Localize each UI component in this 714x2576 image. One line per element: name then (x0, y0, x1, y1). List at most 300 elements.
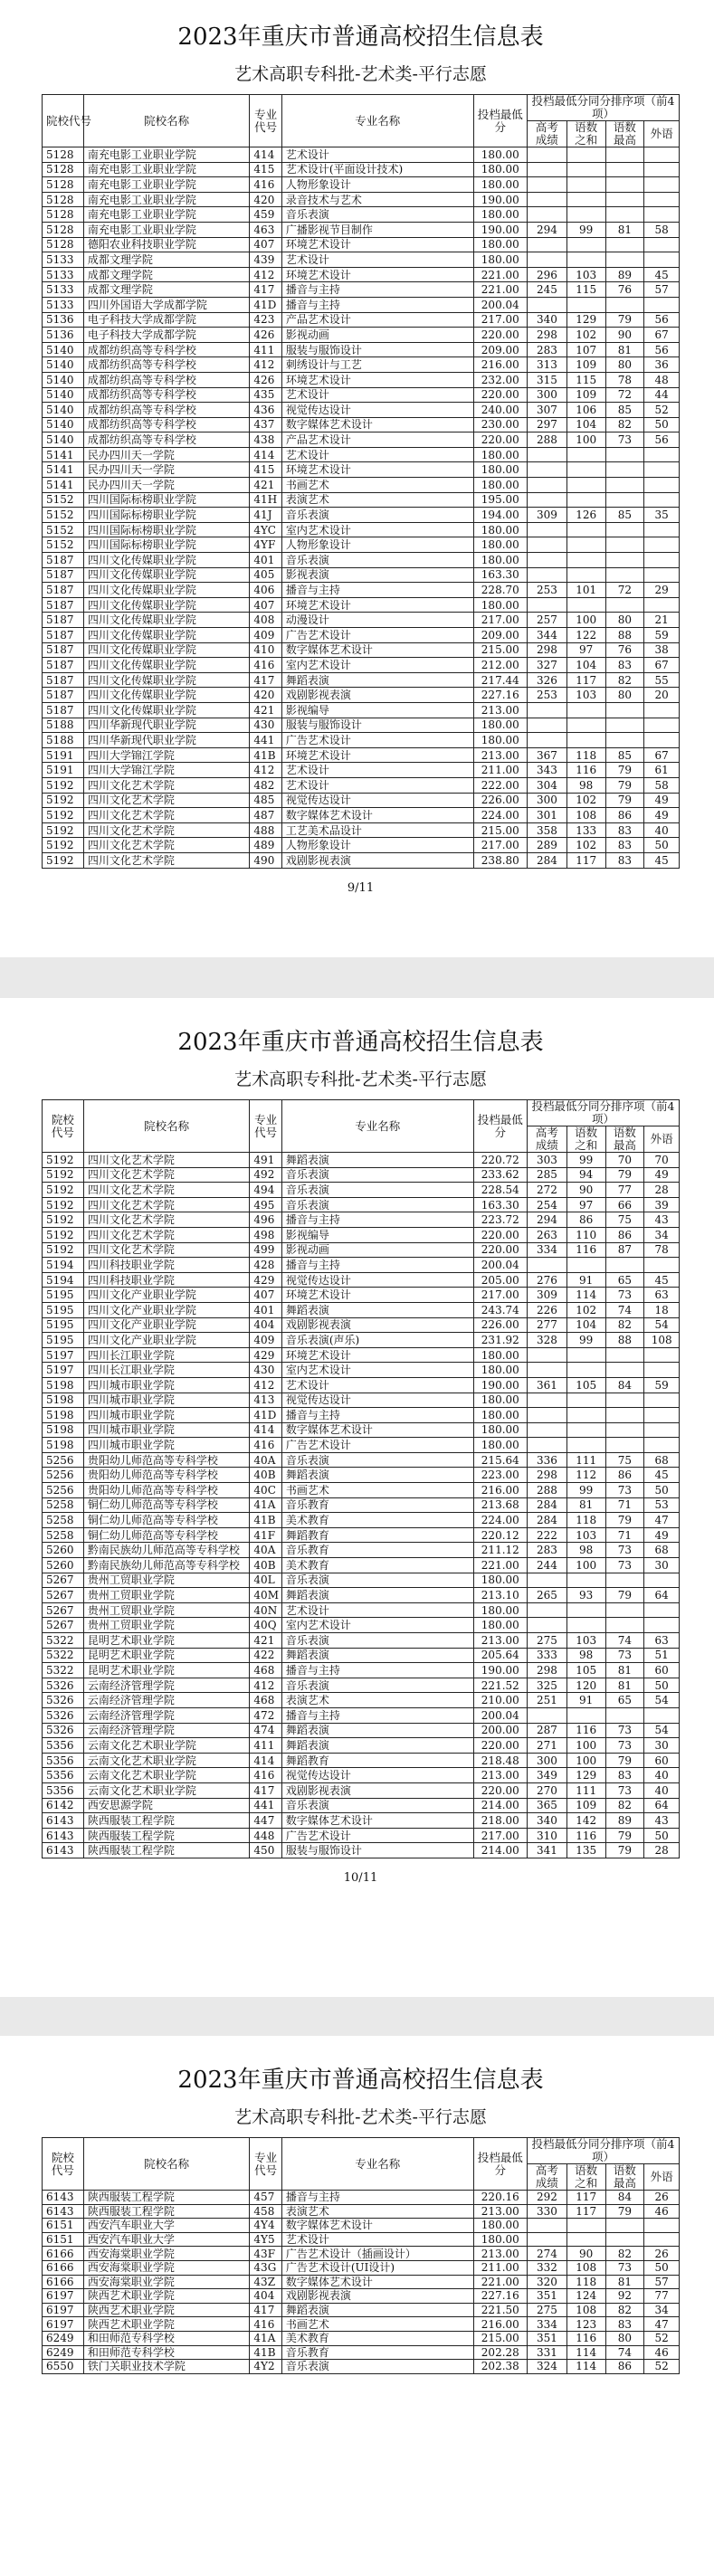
school-code: 5187 (43, 567, 84, 583)
school-name: 民办四川天一学院 (83, 478, 250, 493)
major-name: 音乐表演 (281, 1798, 473, 1813)
score-total (528, 478, 567, 493)
score-foreign: 38 (644, 642, 680, 658)
min-score: 213.00 (473, 2204, 527, 2219)
table-row (43, 2317, 680, 2332)
major-code: 416 (250, 2317, 281, 2332)
major-code: 4Y5 (250, 2232, 281, 2247)
score-chn-math-max: 72 (605, 583, 644, 598)
score-foreign: 77 (644, 2289, 680, 2304)
major-code: 429 (250, 1272, 281, 1288)
major-name: 环境艺术设计 (281, 747, 473, 763)
header-major-code: 专业代号 (250, 2138, 281, 2191)
header-r2: 语数之和 (566, 121, 605, 147)
score-chn-math (566, 1602, 605, 1618)
table-row (43, 522, 680, 537)
major-code: 482 (250, 777, 281, 793)
major-name: 音乐表演 (281, 1573, 473, 1588)
score-chn-math-max: 73 (605, 1483, 644, 1498)
score-chn-math-max: 82 (605, 2247, 644, 2261)
major-code: 41F (250, 1527, 281, 1543)
major-code: 436 (250, 403, 281, 418)
score-foreign: 56 (644, 342, 680, 357)
score-chn-math (566, 237, 605, 252)
major-code: 416 (250, 658, 281, 673)
score-chn-math-max (605, 522, 644, 537)
school-name: 贵州工贸职业学院 (83, 1573, 250, 1588)
school-name: 云南文化艺术职业学院 (83, 1753, 250, 1768)
score-chn-math-max: 89 (605, 267, 644, 282)
school-name: 四川文化传媒职业学院 (83, 688, 250, 703)
header-r4: 外语 (644, 121, 680, 147)
min-score: 205.00 (473, 1272, 527, 1288)
score-chn-math-max: 82 (605, 1317, 644, 1333)
major-name: 音乐表演(声乐) (281, 1333, 473, 1348)
school-name: 四川华新现代职业学院 (83, 718, 250, 733)
score-chn-math-max: 83 (605, 852, 644, 868)
score-total (528, 1393, 567, 1408)
min-score: 221.00 (473, 2275, 527, 2289)
major-code: 428 (250, 1258, 281, 1273)
min-score: 190.00 (473, 1377, 527, 1393)
score-total: 303 (528, 1153, 567, 1168)
school-name: 四川国际标榜职业学院 (83, 508, 250, 523)
score-chn-math: 104 (566, 658, 605, 673)
score-chn-math: 117 (566, 2204, 605, 2219)
score-chn-math: 122 (566, 628, 605, 643)
score-chn-math-max (605, 1258, 644, 1273)
score-chn-math-max (605, 2219, 644, 2233)
score-chn-math: 110 (566, 1227, 605, 1242)
major-code: 414 (250, 147, 281, 163)
major-name: 视觉传达设计 (281, 1393, 473, 1408)
major-name: 舞蹈表演 (281, 1588, 473, 1603)
school-code: 5322 (43, 1663, 84, 1678)
score-foreign: 58 (644, 777, 680, 793)
score-foreign: 64 (644, 1588, 680, 1603)
school-name: 陕西服装工程学院 (83, 2191, 250, 2205)
score-foreign: 50 (644, 417, 680, 433)
score-chn-math: 102 (566, 1302, 605, 1317)
min-score: 213.10 (473, 1588, 527, 1603)
header-r4: 外语 (644, 1126, 680, 1153)
major-code: 43F (250, 2247, 281, 2261)
header-r3: 语数最高 (605, 2164, 644, 2191)
score-chn-math: 103 (566, 688, 605, 703)
school-name: 南充电影工业职业学院 (83, 222, 250, 237)
min-score: 226.00 (473, 1317, 527, 1333)
score-chn-math: 116 (566, 2331, 605, 2345)
table-row (43, 1693, 680, 1708)
major-code: 421 (250, 1633, 281, 1649)
score-chn-math-max: 81 (605, 342, 644, 357)
school-code: 5152 (43, 537, 84, 553)
school-name: 和田师范专科学校 (83, 2331, 250, 2345)
score-total (528, 567, 567, 583)
score-total: 265 (528, 1588, 567, 1603)
school-name: 四川文化传媒职业学院 (83, 642, 250, 658)
table-row (43, 1782, 680, 1798)
major-name: 产品艺术设计 (281, 312, 473, 328)
score-chn-math-max: 80 (605, 688, 644, 703)
min-score: 213.00 (473, 1633, 527, 1649)
score-total: 263 (528, 1227, 567, 1242)
min-score: 202.38 (473, 2360, 527, 2374)
score-chn-math-max: 73 (605, 1782, 644, 1798)
score-foreign: 28 (644, 1843, 680, 1858)
score-foreign: 63 (644, 1288, 680, 1303)
table-row (43, 1738, 680, 1754)
table-row (43, 2331, 680, 2345)
score-total: 298 (528, 1663, 567, 1678)
school-code: 5128 (43, 237, 84, 252)
min-score: 180.00 (473, 718, 527, 733)
score-total (528, 553, 567, 568)
school-name: 四川国际标榜职业学院 (83, 537, 250, 553)
school-name: 四川文化艺术学院 (83, 1167, 250, 1183)
min-score: 216.00 (473, 2317, 527, 2332)
score-foreign: 78 (644, 1242, 680, 1258)
score-chn-math: 109 (566, 357, 605, 373)
school-code: 5197 (43, 1363, 84, 1378)
score-chn-math-max: 79 (605, 1828, 644, 1843)
score-chn-math: 98 (566, 777, 605, 793)
min-score: 211.00 (473, 2260, 527, 2275)
school-code: 5258 (43, 1527, 84, 1543)
major-code: 415 (250, 162, 281, 177)
score-foreign: 46 (644, 2204, 680, 2219)
score-total: 283 (528, 1543, 567, 1558)
school-code: 5192 (43, 1197, 84, 1212)
table-row (43, 2191, 680, 2205)
major-name: 音乐表演 (281, 207, 473, 223)
table-row (43, 1558, 680, 1573)
major-name: 服装与服饰设计 (281, 718, 473, 733)
min-score: 194.00 (473, 508, 527, 523)
score-chn-math: 109 (566, 387, 605, 403)
score-foreign: 64 (644, 1798, 680, 1813)
major-name: 数字媒体艺术设计 (281, 1422, 473, 1438)
school-code: 5198 (43, 1408, 84, 1423)
min-score: 228.54 (473, 1183, 527, 1198)
score-chn-math: 94 (566, 1167, 605, 1183)
score-foreign (644, 1422, 680, 1438)
major-name: 视觉传达设计 (281, 1272, 473, 1288)
major-name: 音乐表演 (281, 553, 473, 568)
major-name: 音乐教育 (281, 2345, 473, 2360)
school-code: 5192 (43, 1153, 84, 1168)
min-score: 215.00 (473, 822, 527, 838)
score-total (528, 207, 567, 223)
school-name: 成都纺织高等专科学校 (83, 403, 250, 418)
score-total: 326 (528, 672, 567, 688)
school-name: 四川文化艺术学院 (83, 1212, 250, 1228)
score-foreign: 55 (644, 672, 680, 688)
major-code: 40A (250, 1543, 281, 1558)
school-code: 5356 (43, 1782, 84, 1798)
school-code: 5326 (43, 1707, 84, 1723)
score-chn-math-max (605, 492, 644, 508)
score-chn-math-max: 88 (605, 1333, 644, 1348)
table-row (43, 702, 680, 718)
major-code: 412 (250, 357, 281, 373)
major-name: 艺术设计 (281, 1602, 473, 1618)
school-name: 西安思源学院 (83, 1798, 250, 1813)
score-total: 307 (528, 403, 567, 418)
score-chn-math: 91 (566, 1272, 605, 1288)
score-foreign: 49 (644, 1167, 680, 1183)
school-name: 四川文化产业职业学院 (83, 1302, 250, 1317)
score-chn-math-max: 73 (605, 1738, 644, 1754)
score-chn-math-max: 82 (605, 1798, 644, 1813)
min-score: 230.00 (473, 417, 527, 433)
table-row (43, 192, 680, 207)
score-chn-math-max: 82 (605, 672, 644, 688)
score-foreign: 59 (644, 1377, 680, 1393)
score-chn-math: 108 (566, 808, 605, 823)
major-code: 4YC (250, 522, 281, 537)
school-code: 6197 (43, 2303, 84, 2317)
score-chn-math: 107 (566, 342, 605, 357)
major-name: 书画艺术 (281, 2317, 473, 2332)
table-row (43, 478, 680, 493)
major-code: 415 (250, 462, 281, 478)
major-name: 环境艺术设计 (281, 1347, 473, 1363)
score-chn-math-max: 79 (605, 2204, 644, 2219)
score-chn-math-max: 85 (605, 403, 644, 418)
min-score: 180.00 (473, 522, 527, 537)
min-score: 220.00 (473, 328, 527, 343)
header-r2: 语数之和 (566, 1126, 605, 1153)
score-total: 334 (528, 1242, 567, 1258)
table-row (43, 1438, 680, 1453)
table-row (43, 297, 680, 312)
major-code: 40L (250, 1573, 281, 1588)
score-foreign: 43 (644, 1813, 680, 1829)
major-code: 488 (250, 822, 281, 838)
score-chn-math-max (605, 1438, 644, 1453)
score-chn-math: 105 (566, 1663, 605, 1678)
table-row (43, 1452, 680, 1468)
table-row (43, 1227, 680, 1242)
school-name: 四川文化产业职业学院 (83, 1317, 250, 1333)
table-row (43, 372, 680, 387)
school-code: 6197 (43, 2317, 84, 2332)
score-chn-math-max (605, 478, 644, 493)
school-name: 陕西服装工程学院 (83, 1843, 250, 1858)
school-code: 5152 (43, 522, 84, 537)
score-total: 361 (528, 1377, 567, 1393)
school-code: 5136 (43, 328, 84, 343)
page-1 (0, 0, 714, 957)
header-major-name: 专业名称 (281, 1100, 473, 1153)
score-chn-math: 117 (566, 852, 605, 868)
school-name: 四川大学锦江学院 (83, 763, 250, 778)
school-code: 6166 (43, 2260, 84, 2275)
major-code: 411 (250, 1738, 281, 1754)
score-chn-math-max: 82 (605, 2303, 644, 2317)
major-code: 487 (250, 808, 281, 823)
score-chn-math: 97 (566, 642, 605, 658)
major-name: 舞蹈表演 (281, 1153, 473, 1168)
score-foreign (644, 718, 680, 733)
table-row (43, 1408, 680, 1423)
score-foreign (644, 567, 680, 583)
school-name: 四川长江职业学院 (83, 1347, 250, 1363)
score-total: 309 (528, 1288, 567, 1303)
score-total: 275 (528, 2303, 567, 2317)
school-name: 黔南民族幼儿师范高等专科学校 (83, 1543, 250, 1558)
score-foreign: 50 (644, 1483, 680, 1498)
table-row (43, 2360, 680, 2374)
score-chn-math-max: 90 (605, 328, 644, 343)
score-chn-math-max (605, 1393, 644, 1408)
score-foreign: 50 (644, 1678, 680, 1693)
major-code: 41B (250, 747, 281, 763)
score-chn-math-max: 73 (605, 2260, 644, 2275)
min-score: 180.00 (473, 447, 527, 462)
score-chn-math (566, 597, 605, 613)
min-score: 163.30 (473, 567, 527, 583)
min-score: 218.48 (473, 1753, 527, 1768)
table-row (43, 462, 680, 478)
score-foreign (644, 1602, 680, 1618)
min-score: 180.00 (473, 162, 527, 177)
score-total: 298 (528, 642, 567, 658)
score-foreign: 56 (644, 312, 680, 328)
score-chn-math: 90 (566, 1183, 605, 1198)
school-code: 5133 (43, 297, 84, 312)
score-chn-math-max (605, 553, 644, 568)
major-name: 数字媒体艺术设计 (281, 642, 473, 658)
major-code: 408 (250, 613, 281, 628)
major-code: 435 (250, 387, 281, 403)
score-chn-math: 100 (566, 433, 605, 448)
school-code: 5192 (43, 1212, 84, 1228)
score-chn-math (566, 553, 605, 568)
score-chn-math-max: 84 (605, 1377, 644, 1393)
score-chn-math-max: 74 (605, 1633, 644, 1649)
school-code: 5192 (43, 822, 84, 838)
major-name: 动漫设计 (281, 613, 473, 628)
major-code: 463 (250, 222, 281, 237)
score-chn-math: 109 (566, 1798, 605, 1813)
table-row (43, 1272, 680, 1288)
table-row (43, 222, 680, 237)
score-foreign: 51 (644, 1648, 680, 1663)
major-code: 448 (250, 1828, 281, 1843)
school-code: 5256 (43, 1468, 84, 1483)
score-foreign: 45 (644, 1272, 680, 1288)
score-chn-math-max: 86 (605, 2360, 644, 2374)
score-chn-math: 118 (566, 2275, 605, 2289)
score-total (528, 297, 567, 312)
score-chn-math-max (605, 1707, 644, 1723)
score-total (528, 597, 567, 613)
table-row (43, 777, 680, 793)
school-code: 5187 (43, 597, 84, 613)
min-score: 180.00 (473, 1618, 527, 1633)
score-total: 254 (528, 1197, 567, 1212)
school-code: 6249 (43, 2331, 84, 2345)
min-score: 180.00 (473, 537, 527, 553)
score-foreign: 21 (644, 613, 680, 628)
table-row (43, 1167, 680, 1183)
school-name: 四川城市职业学院 (83, 1377, 250, 1393)
score-total (528, 162, 567, 177)
major-name: 数字媒体艺术设计 (281, 2275, 473, 2289)
school-name: 成都纺织高等专科学校 (83, 357, 250, 373)
school-name: 昆明艺术职业学院 (83, 1648, 250, 1663)
score-chn-math (566, 1438, 605, 1453)
school-name: 四川文化传媒职业学院 (83, 702, 250, 718)
min-score: 221.00 (473, 282, 527, 298)
major-name: 环境艺术设计 (281, 597, 473, 613)
min-score: 190.00 (473, 1663, 527, 1678)
score-foreign (644, 1408, 680, 1423)
school-code: 6143 (43, 1813, 84, 1829)
min-score: 213.00 (473, 1768, 527, 1783)
table-row (43, 267, 680, 282)
score-chn-math-max: 73 (605, 1288, 644, 1303)
school-code: 5192 (43, 838, 84, 853)
major-name: 表演艺术 (281, 2204, 473, 2219)
score-total: 257 (528, 613, 567, 628)
school-name: 黔南民族幼儿师范高等专科学校 (83, 1558, 250, 1573)
score-chn-math-max: 73 (605, 1558, 644, 1573)
min-score: 195.00 (473, 492, 527, 508)
school-name: 云南经济管理学院 (83, 1707, 250, 1723)
major-name: 播音与主持 (281, 1212, 473, 1228)
score-chn-math-max (605, 462, 644, 478)
table-row (43, 2303, 680, 2317)
page-title: 2023年重庆市普通高校招生信息表 (177, 2067, 544, 2094)
table-row (43, 492, 680, 508)
school-name: 贵阳幼儿师范高等专科学校 (83, 1483, 250, 1498)
min-score: 238.80 (473, 852, 527, 868)
score-chn-math-max: 75 (605, 1212, 644, 1228)
school-name: 四川外国语大学成都学院 (83, 297, 250, 312)
major-code: 405 (250, 567, 281, 583)
header-r1: 高考成绩 (528, 1126, 567, 1153)
major-name: 广告艺术设计 (281, 733, 473, 748)
score-chn-math-max (605, 1602, 644, 1618)
score-total: 333 (528, 1648, 567, 1663)
min-score: 202.28 (473, 2345, 527, 2360)
score-total (528, 1347, 567, 1363)
score-total (528, 1422, 567, 1438)
score-total: 284 (528, 852, 567, 868)
score-chn-math-max: 80 (605, 2331, 644, 2345)
table-row (43, 808, 680, 823)
score-total: 298 (528, 1468, 567, 1483)
score-total (528, 522, 567, 537)
score-foreign: 68 (644, 1452, 680, 1468)
score-chn-math (566, 147, 605, 163)
school-code: 5187 (43, 613, 84, 628)
school-name: 四川城市职业学院 (83, 1438, 250, 1453)
school-name: 成都纺织高等专科学校 (83, 372, 250, 387)
school-name: 四川文化艺术学院 (83, 808, 250, 823)
major-name: 室内艺术设计 (281, 658, 473, 673)
major-name: 产品艺术设计 (281, 433, 473, 448)
school-name: 四川城市职业学院 (83, 1408, 250, 1423)
score-chn-math-max (605, 537, 644, 553)
score-chn-math-max (605, 597, 644, 613)
score-chn-math-max: 73 (605, 1648, 644, 1663)
table-row (43, 1588, 680, 1603)
min-score: 217.00 (473, 838, 527, 853)
